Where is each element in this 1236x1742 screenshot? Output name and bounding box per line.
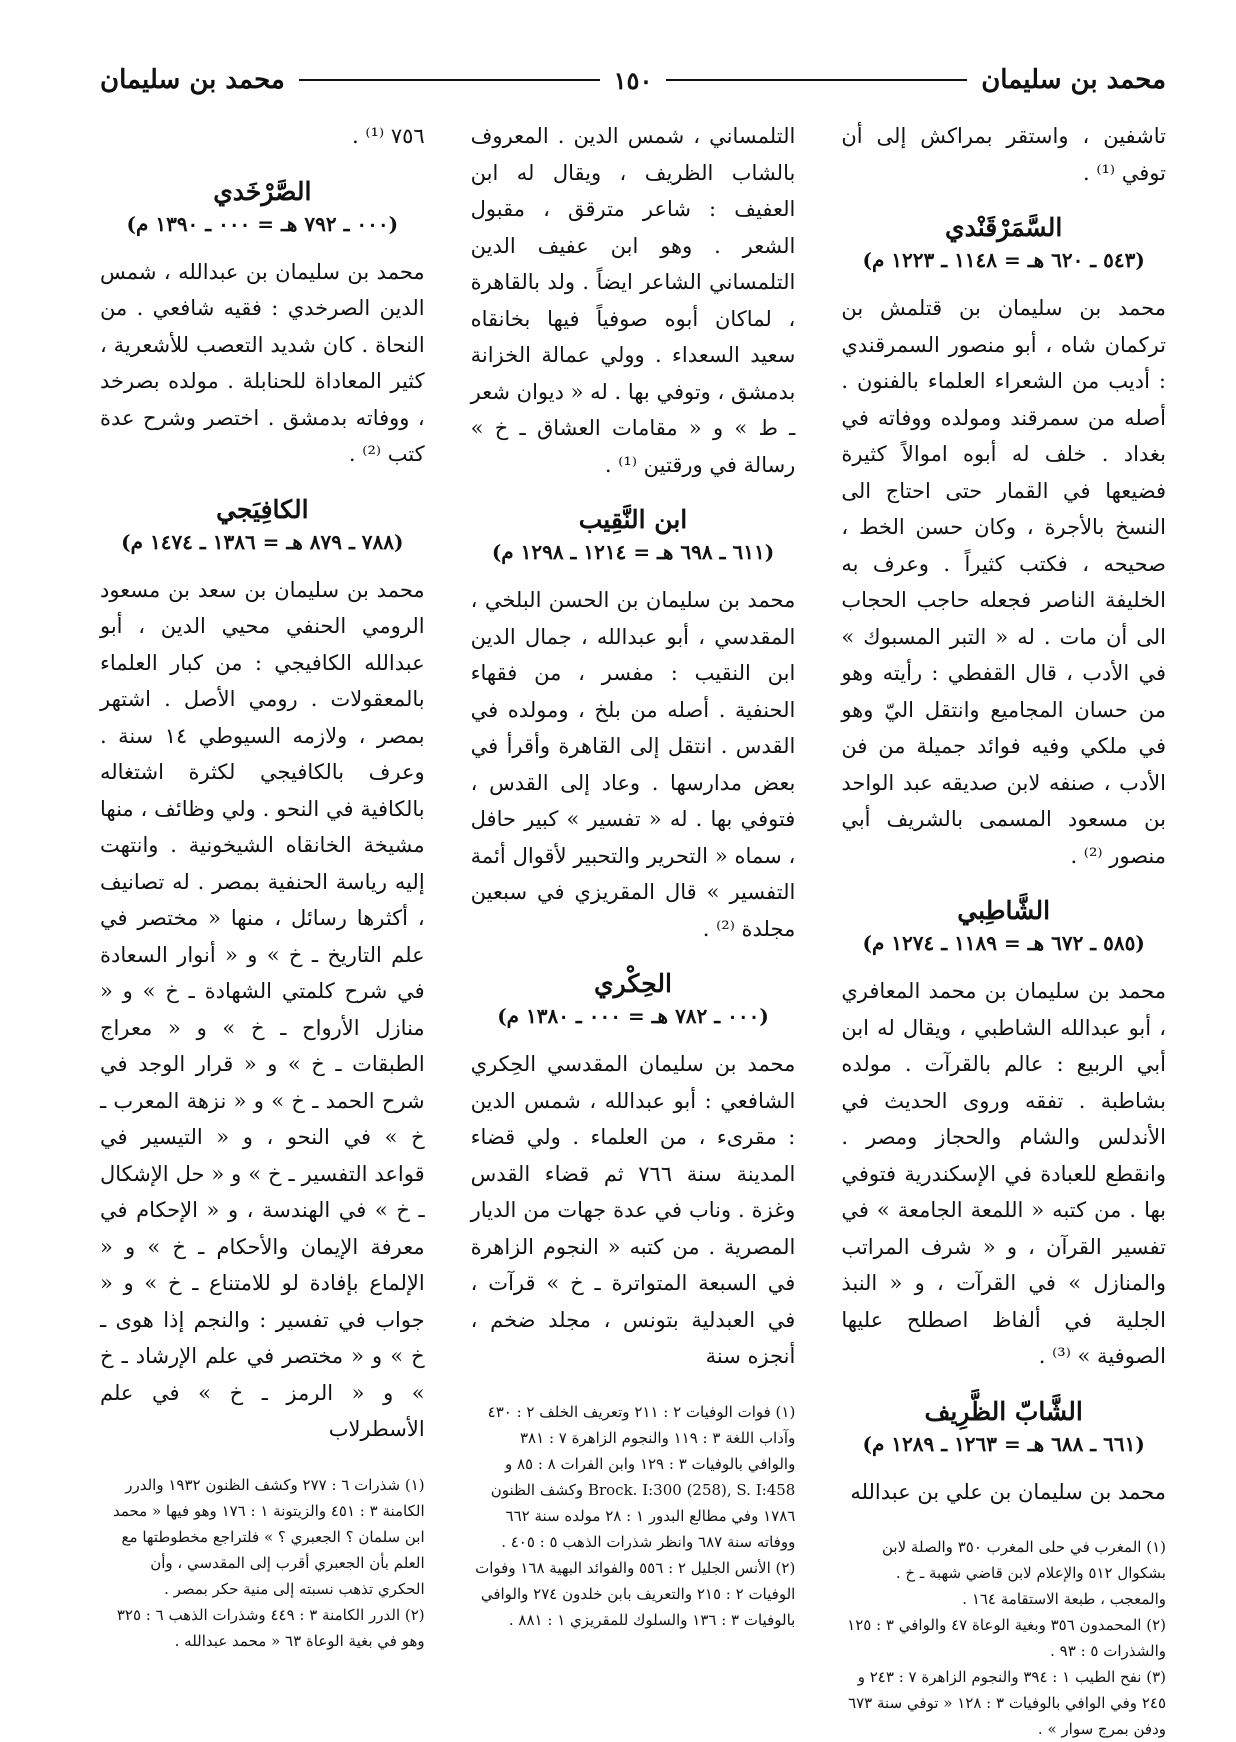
entry-text: محمد بن سليمان بن قتلمش بن تركمان شاه ، أبو منصور السمرقندي : أديب من الشعراء العلماء بالفنون . أصله من سمرقند ومولده ووفاته في بغداد . خلف له أبوه اموالاً كثيرة فضيعها في القمار حتى احتاج الى النسخ بالأجرة ، وكان حسن الخط ، صحيحه ، فكتب كثيراً . وعرف به الخليفة الناصر فجعله حاجب الحجاب الى أن مات . له « التبر المسبوك » في الأدب ، قال القفطي : رأيته وهو من حسان المجاميع وانتقل اليّ وهو في ملكي وفيه فوائد جميلة من فن الأدب ، صنفه لابن صديقه عبد الواحد بن مسعود المسمى بالشريف أبي منصور ⁽²⁾ .: [841, 296, 1166, 868]
text-columns: [99, 118, 1166, 1738]
entry-title: الكافِيَجي: [216, 494, 309, 524]
entry-title: ابن النَّقِيب: [578, 505, 688, 534]
entry-dates: (٦١١ ـ ٦٩٨ هـ = ١٢١٤ ـ ١٢٩٨ م): [491, 540, 775, 564]
entry-text: محمد بن سليمان بن علي بن عبدالله: [850, 1479, 1166, 1504]
continuation-text: ٧٥٦ ⁽¹⁾ .: [352, 124, 425, 148]
entry-dates: (٦٦١ ـ ٦٨٨ هـ = ١٢٦٣ ـ ١٢٨٩ م): [862, 1431, 1145, 1456]
continuation-text: تاشفين ، واستقر بمراكش إلى أن توفي ⁽¹⁾ .: [841, 124, 1166, 185]
running-head-right: محمد بن سليمان: [981, 65, 1166, 95]
entry-text: محمد بن سليمان بن عبدالله ، شمس الدين الصرخدي : فقيه شافعي . من النحاة . كان شديد التعصب للأشعرية ، كثير المعاداة للحنابلة . مولده بصرخد ، ووفاته بدمشق . اختصر وشرح عدة كتب ⁽²⁾ .: [99, 259, 425, 466]
entry-dates: (٠٠٠ ـ ٧٨٢ هـ = ٠٠٠ ـ ١٣٨٠ م): [497, 1004, 769, 1028]
footnote: (١) فوات الوفيات ٢ : ٢١١ وتعريف الخلف ٢ : ٤٣٠ وآداب اللغة ٣ : ١١٩ والنجوم الزاهرة ٧ : ٣٨١ والوافي بالوفيات ٣ : ١٢٩ وابن الفرات ٨ : ٨٥ و Brock. I:300 (258), S. I:458 وكشف الظنون ١٧٨٦ وفي مطالع البدور ١ : ٢٨ مولده سنة ٦٦٢ ووفاته سنة ٦٨٧ وانظر شذرات الذهب ٥ : ٤٠٥ .: [487, 1402, 796, 1551]
entry-dates: (٥٤٣ ـ ٦٢٠ هـ = ١١٤٨ ـ ١٢٢٣ م): [862, 248, 1145, 272]
entry-dates: (٥٨٥ ـ ٦٧٢ هـ = ١١٨٩ ـ ١٢٧٤ م): [862, 931, 1145, 955]
header-rule: [666, 79, 967, 81]
column-middle: [470, 118, 796, 1629]
entry-title: السَّمَرْقَنْدي: [945, 213, 1063, 242]
entry-dates: (٧٨٨ ـ ٨٧٩ هـ = ١٣٨٦ ـ ١٤٧٤ م): [121, 529, 404, 554]
footnote: (٢) الأنس الجليل ٢ : ٥٥٦ والفوائد البهية ١٦٨ وفوات الوفيات ٢ : ٢١٥ والتعريف بابن خلدون ٢٧٤ والوافي بالوفيات ٣ : ١٣٦ والسلوك للمقريزي ١ : ٨٨١ .: [475, 1558, 796, 1629]
entry-title: الشَّاطِبي: [957, 896, 1051, 925]
footnote: (١) المغرب في حلى المغرب ٣٥٠ والصلة لابن بشكوال ٥١٢ والإعلام لابن قاضي شهبة ـ خ . والمعجب ، طبعة الاستقامة ١٦٤ .: [882, 1538, 1166, 1608]
entry-text: محمد بن سليمان بن الحسن البلخي ، المقدسي ، أبو عبدالله ، جمال الدين ابن النقيب : مفسر ، من فقهاء الحنفية . أصله من بلخ ، ومولده في القدس . انتقل إلى القاهرة وأقرأ في بعض مدارسها . وعاد إلى القدس ، فتوفي بها . له « تفسير » كبير حافل ، سماه « التحرير والتحبير لأقوال أئمة التفسير » قال المقريزي في سبعين مجلدة ⁽²⁾ .: [470, 588, 796, 941]
entry-text: محمد بن سليمان المقدسي الحِكري الشافعي : أبو عبدالله ، شمس الدين : مقرىء ، من العلماء . ولي قضاء المدينة سنة ٧٦٦ ثم قضاء القدس وغزة . وناب في عدة جهات من الديار المصرية . من كتبه « النجوم الزاهرة في السبعة المتواترة ـ خ » قرآت ، في العبدلية بتونس ، مجلد ضخم ، أنجزه سنة: [470, 1052, 796, 1368]
entry-text: محمد بن سليمان بن سعد بن مسعود الرومي الحنفي محيي الدين ، أبو عبدالله الكافيجي : من كبار العلماء بالمعقولات . رومي الأصل . اشتهر بمصر ، ولازمه السيوطي ١٤ سنة . وعرف بالكافيجي لكثرة اشتغاله بالكافية في النحو . ولي وظائف ، منها مشيخة الخانقاه الشيخونية . وانتهت إليه رياسة الحنفية بمصر . له تصانيف ، أكثرها رسائل ، منها « مختصر في علم التاريخ ـ خ » و « أنوار السعادة في شرح كلمتي الشهادة ـ خ » و « منازل الأرواح ـ خ » و « معراج الطبقات ـ خ » و « قرار الوجد في شرح الحمد ـ خ » و « نزهة المعرب ـ خ » في النحو ، و « التيسير في قواعد التفسير ـ خ » و « حل الإشكال ـ خ » في الهندسة ، و « الإحكام في معرفة الإيمان والأحكام ـ خ » و « الإلماع بإفادة لو للامتناع ـ خ » و « جواب في تفسير : والنجم إذا هوى ـ خ » و « مختصر في علم الإرشاد ـ خ » و « الرمز ـ خ » في علم الأسطرلاب: [99, 577, 425, 1441]
column-left: [99, 118, 425, 1650]
entry-title: الصَّرْخَدي: [213, 176, 312, 206]
entry-dates: (٠٠٠ ـ ٧٩٢ هـ = ٠٠٠ ـ ١٣٩٠ م): [126, 211, 399, 236]
continuation-text: التلمساني ، شمس الدين . المعروف بالشاب الظريف ، ويقال له ابن العفيف : شاعر مترقق ، مقبول الشعر . وهو ابن عفيف الدين التلمساني الشاعر ايضاً . ولد بالقاهرة ، لماكان أبوه صوفياً فيها بخانقاه سعيد السعداء . وولي عمالة الخزانة بدمشق ، وتوفي بها . له « ديوان شعر ـ ط » و « مقامات العشاق ـ خ » رسالة في ورقتين ⁽¹⁾ .: [470, 124, 796, 477]
page-number: ١٥٠: [613, 65, 653, 95]
footnote: (١) شذرات ٦ : ٢٧٧ وكشف الظنون ١٩٣٢ والدرر الكامنة ٣ : ٤٥١ والزيتونة ١ : ١٧٦ وهو فيها « محمد ابن سلمان ؟ الجعبري ؟ » فلتراجع مخطوطتها مع العلم بأن الجعبري أقرب إلى المقدسي ، وأن الحكري تذهب نسبته إلى منية حكر بمصر .: [112, 1475, 425, 1598]
column-right: [841, 118, 1166, 1738]
footnote: (٣) نفح الطيب ١ : ٣٩٤ والنجوم الزاهرة ٧ : ٢٤٣ و ٢٤٥ وفي الوافي بالوفيات ٣ : ١٢٨ « توفي سنة ٦٧٣ ودفن بمرج سوار » .: [848, 1668, 1166, 1738]
entry-text: محمد بن سليمان بن محمد المعافري ، أبو عبدالله الشاطبي ، ويقال له ابن أبي الربيع : عالم بالقرآت . مولده بشاطبة . تفقه وروى الحديث في الأندلس والشام والحجاز ومصر . وانقطع للعبادة في الإسكندرية فتوفي بها . من كتبه « اللمعة الجامعة » في تفسير القرآن ، و « شرف المراتب والمنازل » في القرآت ، و « النبذ الجلية في ألفاظ اصطلح عليها الصوفية » ⁽³⁾ .: [841, 979, 1166, 1368]
header-rule: [299, 79, 600, 81]
entry-title: الحِكْري: [594, 969, 672, 998]
footnote: (٢) الدرر الكامنة ٣ : ٤٤٩ وشذرات الذهب ٦ : ٣٢٥ وهو في بغية الوعاة ٦٣ « محمد عبدالله .: [116, 1605, 425, 1650]
page-header: [100, 60, 1166, 100]
entry-title: الشَّابّ الظَّرِيف: [924, 1396, 1083, 1426]
running-head-left: محمد بن سليمان: [99, 65, 285, 95]
footnote: (٢) المحمدون ٣٥٦ وبغية الوعاة ٤٧ والوافي ٣ : ١٢٥ والشذرات ٥ : ٩٣ .: [847, 1616, 1166, 1660]
